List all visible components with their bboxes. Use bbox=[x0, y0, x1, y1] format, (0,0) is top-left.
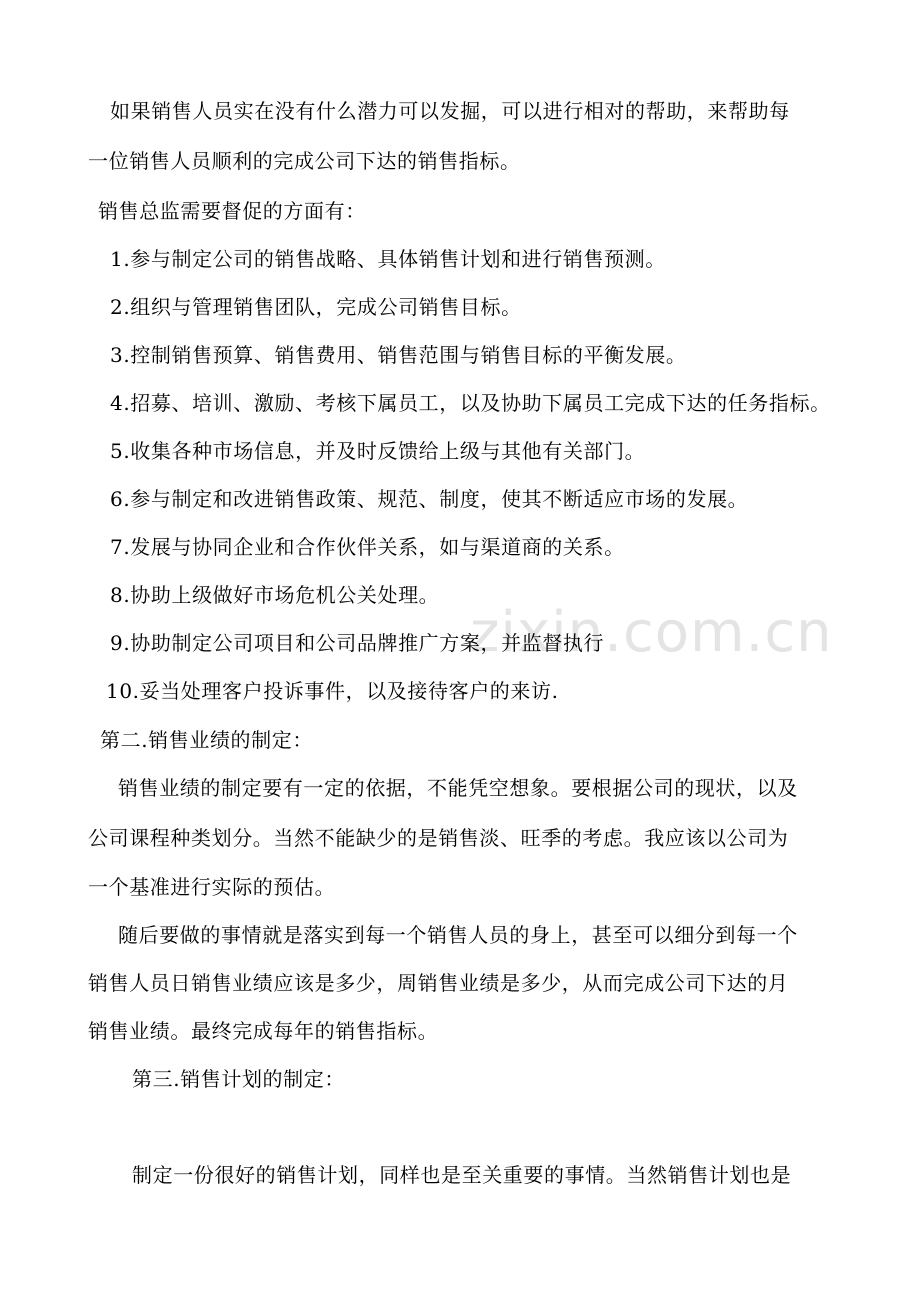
paragraph-line: 如果销售人员实在没有什么潜力可以发掘，可以进行相对的帮助，来帮助每 bbox=[110, 99, 790, 123]
section-heading: 销售总监需要督促的方面有： bbox=[98, 199, 366, 223]
section-heading: 第三.销售计划的制定： bbox=[132, 1067, 345, 1091]
list-item: 5.收集各种市场信息，并及时反馈给上级与其他有关部门。 bbox=[110, 439, 646, 463]
paragraph-line: 销售人员日销售业绩应该是多少，周销售业绩是多少，从而完成公司下达的月 bbox=[88, 971, 789, 995]
list-item: 1.参与制定公司的销售战略、具体销售计划和进行销售预测。 bbox=[110, 247, 666, 271]
list-item: 9.协助制定公司项目和公司品牌推广方案，并监督执行 bbox=[110, 631, 605, 655]
list-item: 10.妥当处理客户投诉事件，以及接待客户的来访. bbox=[106, 679, 559, 703]
list-item: 7.发展与协同企业和合作伙伴关系，如与渠道商的关系。 bbox=[110, 535, 625, 559]
watermark: zixin.com.cn bbox=[470, 600, 833, 665]
list-item: 6.参与制定和改进销售政策、规范、制度，使其不断适应市场的发展。 bbox=[110, 487, 749, 511]
paragraph-line: 一位销售人员顺利的完成公司下达的销售指标。 bbox=[88, 149, 521, 173]
paragraph-line: 一个基准进行实际的预估。 bbox=[88, 875, 336, 899]
paragraph-line: 销售业绩。最终完成每年的销售指标。 bbox=[88, 1019, 439, 1043]
list-item: 4.招募、培训、激励、考核下属员工，以及协助下属员工完成下达的任务指标。 bbox=[110, 391, 831, 415]
paragraph-line: 公司课程种类划分。当然不能缺少的是销售淡、旺季的考虑。我应该以公司为 bbox=[88, 826, 789, 850]
paragraph-line: 销售业绩的制定要有一定的依据，不能凭空想象。要根据公司的现状，以及 bbox=[118, 776, 798, 800]
paragraph-line: 随后要做的事情就是落实到每一个销售人员的身上，甚至可以细分到每一个 bbox=[118, 923, 798, 947]
list-item: 2.组织与管理销售团队，完成公司销售目标。 bbox=[110, 295, 522, 319]
paragraph-line: 制定一份很好的销售计划，同样也是至关重要的事情。当然销售计划也是 bbox=[132, 1163, 792, 1187]
list-item: 3.控制销售预算、销售费用、销售范围与销售目标的平衡发展。 bbox=[110, 343, 687, 367]
list-item: 8.协助上级做好市场危机公关处理。 bbox=[110, 583, 440, 607]
section-heading: 第二.销售业绩的制定： bbox=[100, 728, 313, 752]
